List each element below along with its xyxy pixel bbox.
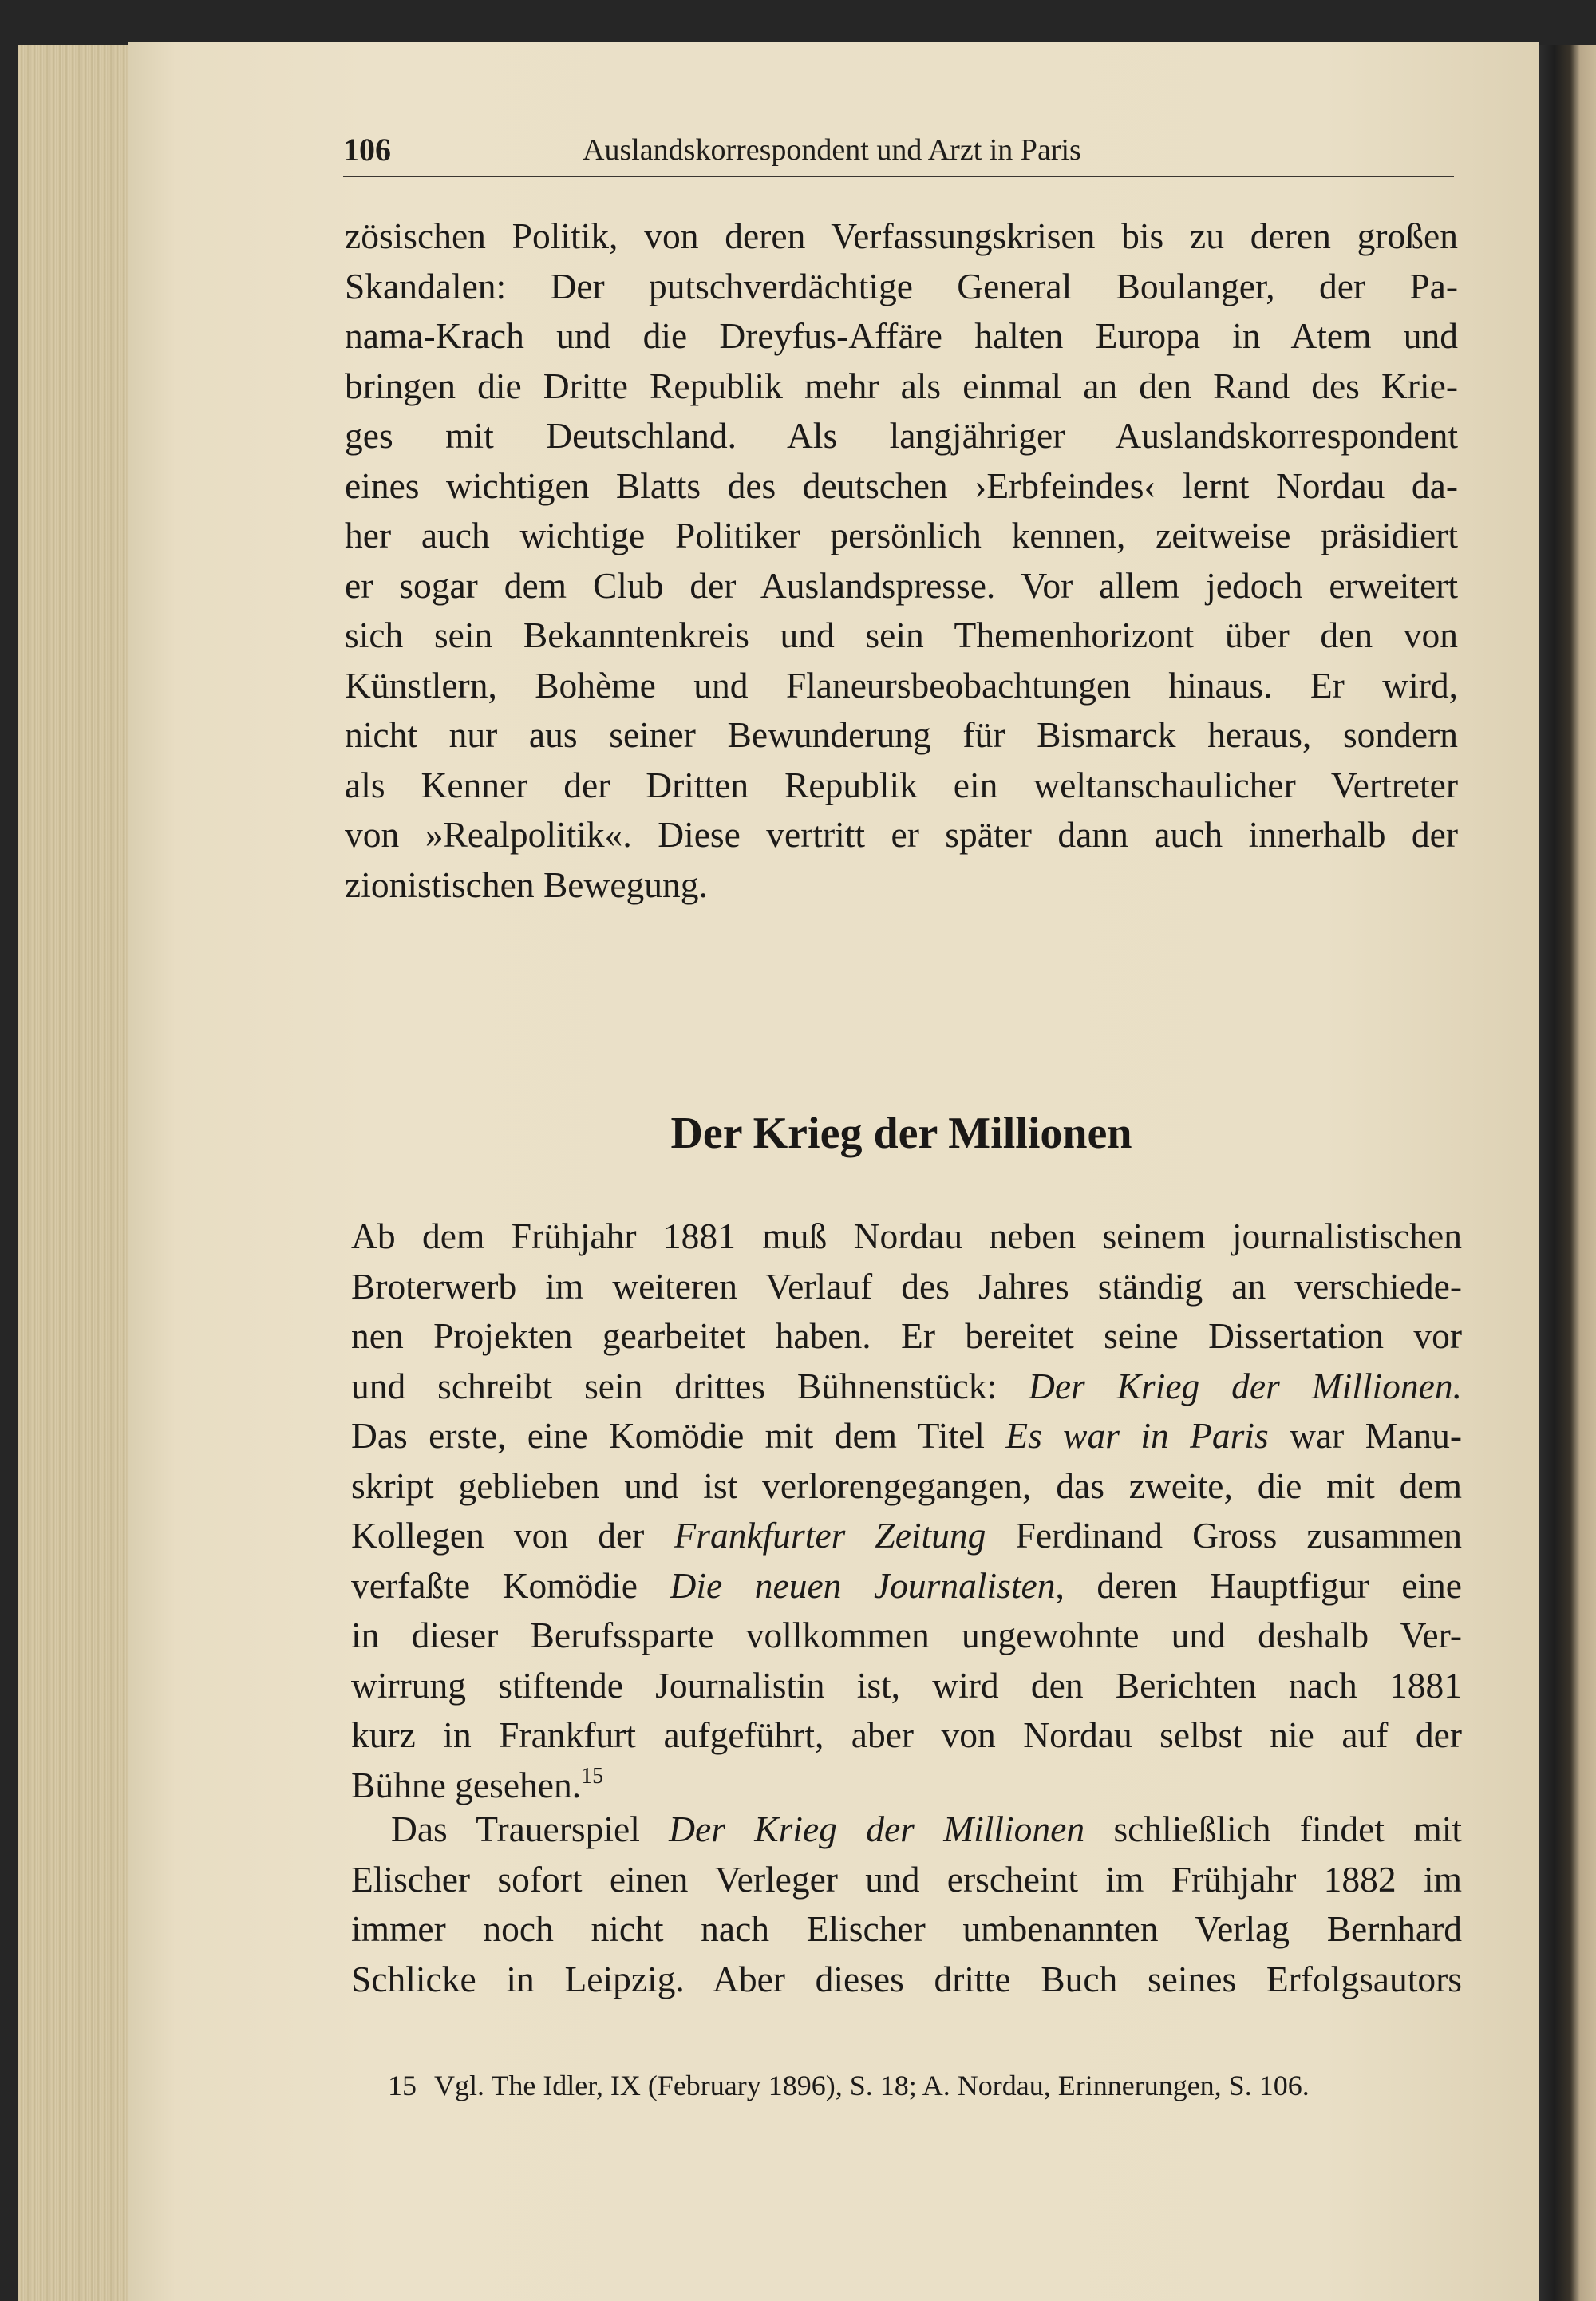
text-line: als Kenner der Dritten Republik ein weltanschaulicher Vertreter — [345, 764, 1458, 805]
paragraph-1 — [345, 212, 1458, 910]
italic-title: Frankfurter Zeitung — [674, 1515, 986, 1556]
text-line — [351, 1511, 1462, 1561]
italic-title: Der Krieg der Millionen. — [1028, 1365, 1462, 1406]
facing-page-edge — [1539, 45, 1596, 2301]
text-run: war Manu- — [1268, 1415, 1462, 1456]
text-line: ges mit Deutschland. Als langjähriger Auslandskorrespondent — [345, 415, 1458, 456]
running-header — [343, 126, 1452, 174]
running-title: Auslandskorrespondent und Arzt in Paris — [583, 133, 1081, 167]
text-run: schließlich findet mit — [1084, 1809, 1463, 1849]
text-line: zionistischen Bewegung. — [345, 864, 708, 905]
footnote-text: Vgl. The Idler, IX (February 1896), S. 18; A. Nordau, Erinnerungen, S. 106. — [434, 2070, 1310, 2101]
text-line: zösischen Politik, von deren Verfassungskrisen bis zu deren großen — [345, 215, 1458, 256]
text-line: kurz in Frankfurt aufgeführt, aber von Nordau selbst nie auf der — [351, 1714, 1462, 1755]
paragraph-3 — [351, 1805, 1462, 2004]
text-run: , deren Hauptfigur eine — [1055, 1564, 1462, 1606]
page-edges — [18, 45, 137, 2301]
text-line: Skandalen: Der putschverdächtige General Boulanger, der Pa- — [345, 265, 1458, 306]
text-line: skript geblieben und ist verlorengegangen, das zweite, die mit dem — [351, 1465, 1462, 1506]
text-line: immer noch nicht nach Elischer umbenannten Verlag Bernhard — [351, 1908, 1462, 1949]
italic-title: Die neuen Journalisten — [670, 1564, 1056, 1606]
italic-title: Der Krieg der Millionen — [669, 1809, 1085, 1849]
header-rule — [343, 176, 1454, 177]
text-line: nicht nur aus seiner Bewunderung für Bismarck heraus, sondern — [345, 714, 1458, 755]
text-run: und schreibt sein drittes Bühnenstück: — [351, 1365, 1029, 1406]
footnote-number: 15 — [388, 2070, 417, 2101]
text-line — [351, 1362, 1462, 1412]
text-line: wirrung stiftende Journalistin ist, wird den Berichten nach 1881 — [351, 1664, 1462, 1706]
footnote — [388, 2066, 1473, 2105]
text-line: eines wichtigen Blatts des deutschen ›Erbfeindes‹ lernt Nordau da- — [345, 465, 1458, 506]
text-run: Das erste, eine Komödie mit dem Titel — [351, 1415, 1006, 1456]
text-line: Ab dem Frühjahr 1881 muß Nordau neben seinem journalistischen — [351, 1216, 1462, 1256]
text-run: Kollegen von der — [351, 1515, 674, 1556]
text-line: sich sein Bekanntenkreis und sein Themenhorizont über den von — [345, 615, 1458, 655]
text-run: verfaßte Komödie — [351, 1564, 670, 1606]
text-line: Künstlern, Bohème und Flaneursbeobachtungen hinaus. Er wird, — [345, 664, 1458, 706]
text-line: Broterwerb im weiteren Verlauf des Jahres ständig an verschiede- — [351, 1265, 1462, 1307]
text-line: in dieser Berufssparte vollkommen ungewohnte und deshalb Ver- — [351, 1615, 1462, 1655]
text-line: bringen die Dritte Republik mehr als einmal an den Rand des Krie- — [345, 365, 1458, 406]
text-line — [351, 1761, 1462, 1811]
paragraph-2 — [351, 1212, 1462, 1810]
text-line: von »Realpolitik«. Diese vertritt er später dann auch innerhalb der — [345, 814, 1458, 855]
text-line: Schlicke in Leipzig. Aber dieses dritte Buch seines Erfolgsautors — [351, 1958, 1462, 1999]
text-run: Bühne gesehen. — [351, 1764, 582, 1805]
text-line — [351, 1561, 1462, 1611]
text-line: er sogar dem Club der Auslandspresse. Vor allem jedoch erweitert — [345, 564, 1458, 606]
text-run: Ferdinand Gross zusammen — [986, 1515, 1462, 1556]
text-run: Das Trauerspiel — [391, 1809, 670, 1849]
page-number: 106 — [343, 132, 391, 168]
text-line: Elischer sofort einen Verleger und erscheint im Frühjahr 1882 im — [351, 1858, 1462, 1900]
text-line — [351, 1411, 1462, 1461]
text-line — [351, 1805, 1462, 1855]
section-heading: Der Krieg der Millionen — [670, 1109, 1132, 1158]
italic-title: Es war in Paris — [1005, 1415, 1269, 1456]
text-line: nama-Krach und die Dreyfus-Affäre halten Europa in Atem und — [345, 315, 1458, 356]
footnote-marker: 15 — [581, 1763, 604, 1789]
text-line: nen Projekten gearbeitet haben. Er bereitet seine Dissertation vor — [351, 1315, 1462, 1356]
text-line: her auch wichtige Politiker persönlich kennen, zeitweise präsidiert — [345, 515, 1458, 555]
